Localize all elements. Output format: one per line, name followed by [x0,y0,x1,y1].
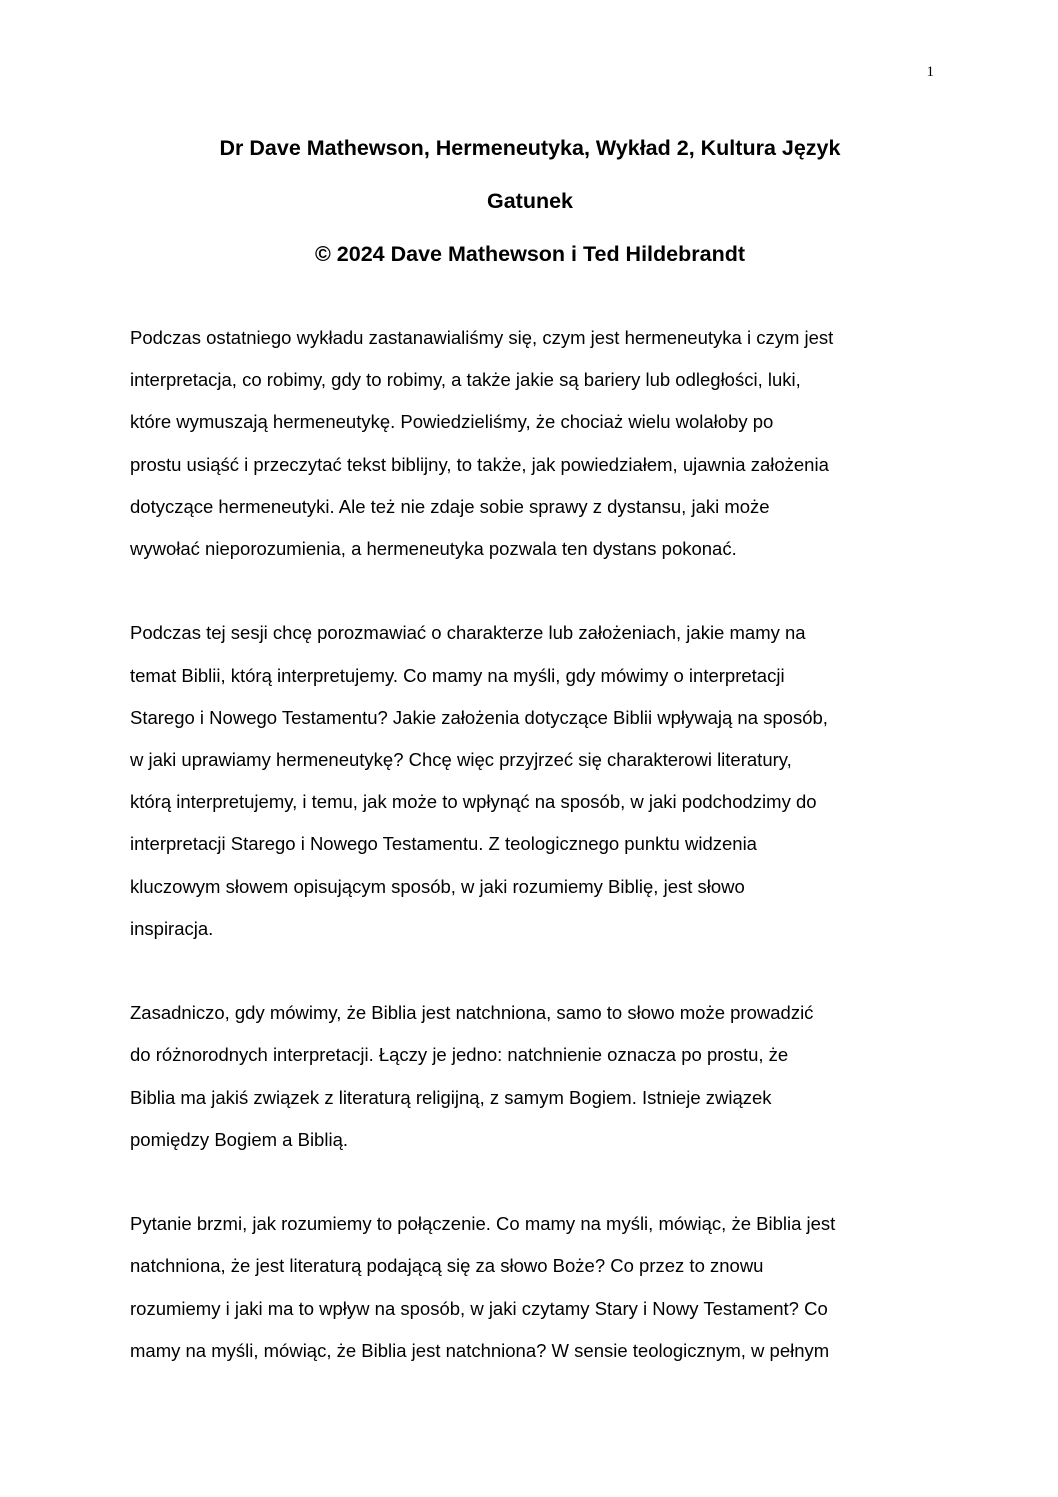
text-line: Zasadniczo, gdy mówimy, że Biblia jest natchniona, samo to słowo może prowadzić [130,1002,814,1024]
document-title [130,122,930,281]
text-line: Biblia ma jakiś związek z literaturą religijną, z samym Bogiem. Istnieje związek [130,1086,772,1108]
text-line: temat Biblii, którą interpretujemy. Co mamy na myśli, gdy mówimy o interpretacji [130,664,785,686]
text-line: rozumiemy i jaki ma to wpływ na sposób, w jaki czytamy Stary i Nowy Testament? Co [130,1297,828,1319]
text-line: mamy na myśli, mówiąc, że Biblia jest natchniona? W sensie teologicznym, w pełnym [130,1339,830,1361]
text-line: które wymuszają hermeneutykę. Powiedzieliśmy, że chociaż wielu wolałoby po [130,411,774,433]
text-line: dotyczące hermeneutyki. Ale też nie zdaje sobie sprawy z dystansu, jaki może [130,495,770,517]
page-number: 1 [926,64,934,80]
text-line: wywołać nieporozumienia, a hermeneutyka pozwala ten dystans pokonać. [130,538,737,560]
text-line: Pytanie brzmi, jak rozumiemy to połączenie. Co mamy na myśli, mówiąc, że Biblia jest [130,1213,836,1235]
text-line: którą interpretujemy, i temu, jak może to wpłynąć na sposób, w jaki podchodzimy do [130,791,817,813]
paragraph-3 [130,992,930,1161]
text-line: w jaki uprawiamy hermeneutykę? Chcę więc przyjrzeć się charakterowi literatury, [130,749,792,771]
text-line: Starego i Nowego Testamentu? Jakie założenia dotyczące Biblii wpływają na sposób, [130,706,828,728]
text-line: kluczowym słowem opisującym sposób, w jaki rozumiemy Biblię, jest słowo [130,875,745,897]
text-line: natchniona, że jest literaturą podającą się za słowo Boże? Co przez to znowu [130,1255,764,1277]
document-body [130,317,930,1414]
text-line: inspiracja. [130,917,214,939]
paragraph-2 [130,612,930,950]
text-line: pomiędzy Bogiem a Biblią. [130,1128,348,1150]
paragraph-4 [130,1203,930,1372]
text-line: Podczas ostatniego wykładu zastanawialiśmy się, czym jest hermeneutyka i czym jest [130,327,834,348]
copyright-line: © 2024 Dave Mathewson i Ted Hildebrandt [314,242,746,266]
paragraph-1 [130,317,930,570]
text-line: do różnorodnych interpretacji. Łączy je jedno: natchnienie oznacza po prostu, że [130,1044,789,1066]
text-line: interpretacji Starego i Nowego Testamentu. Z teologicznego punktu widzenia [130,833,757,855]
text-line: prostu usiąść i przeczytać tekst biblijny, to także, jak powiedziałem, ujawnia założenia [130,453,829,475]
text-line: Podczas tej sesji chcę porozmawiać o charakterze lub założeniach, jakie mamy na [130,622,806,644]
text-line: interpretacja, co robimy, gdy to robimy, a także jakie są bariery lub odległości, luki, [130,369,801,391]
title-line: Gatunek [486,189,574,213]
title-line: Dr Dave Mathewson, Hermeneutyka, Wykład 2, Kultura Język [219,136,841,160]
